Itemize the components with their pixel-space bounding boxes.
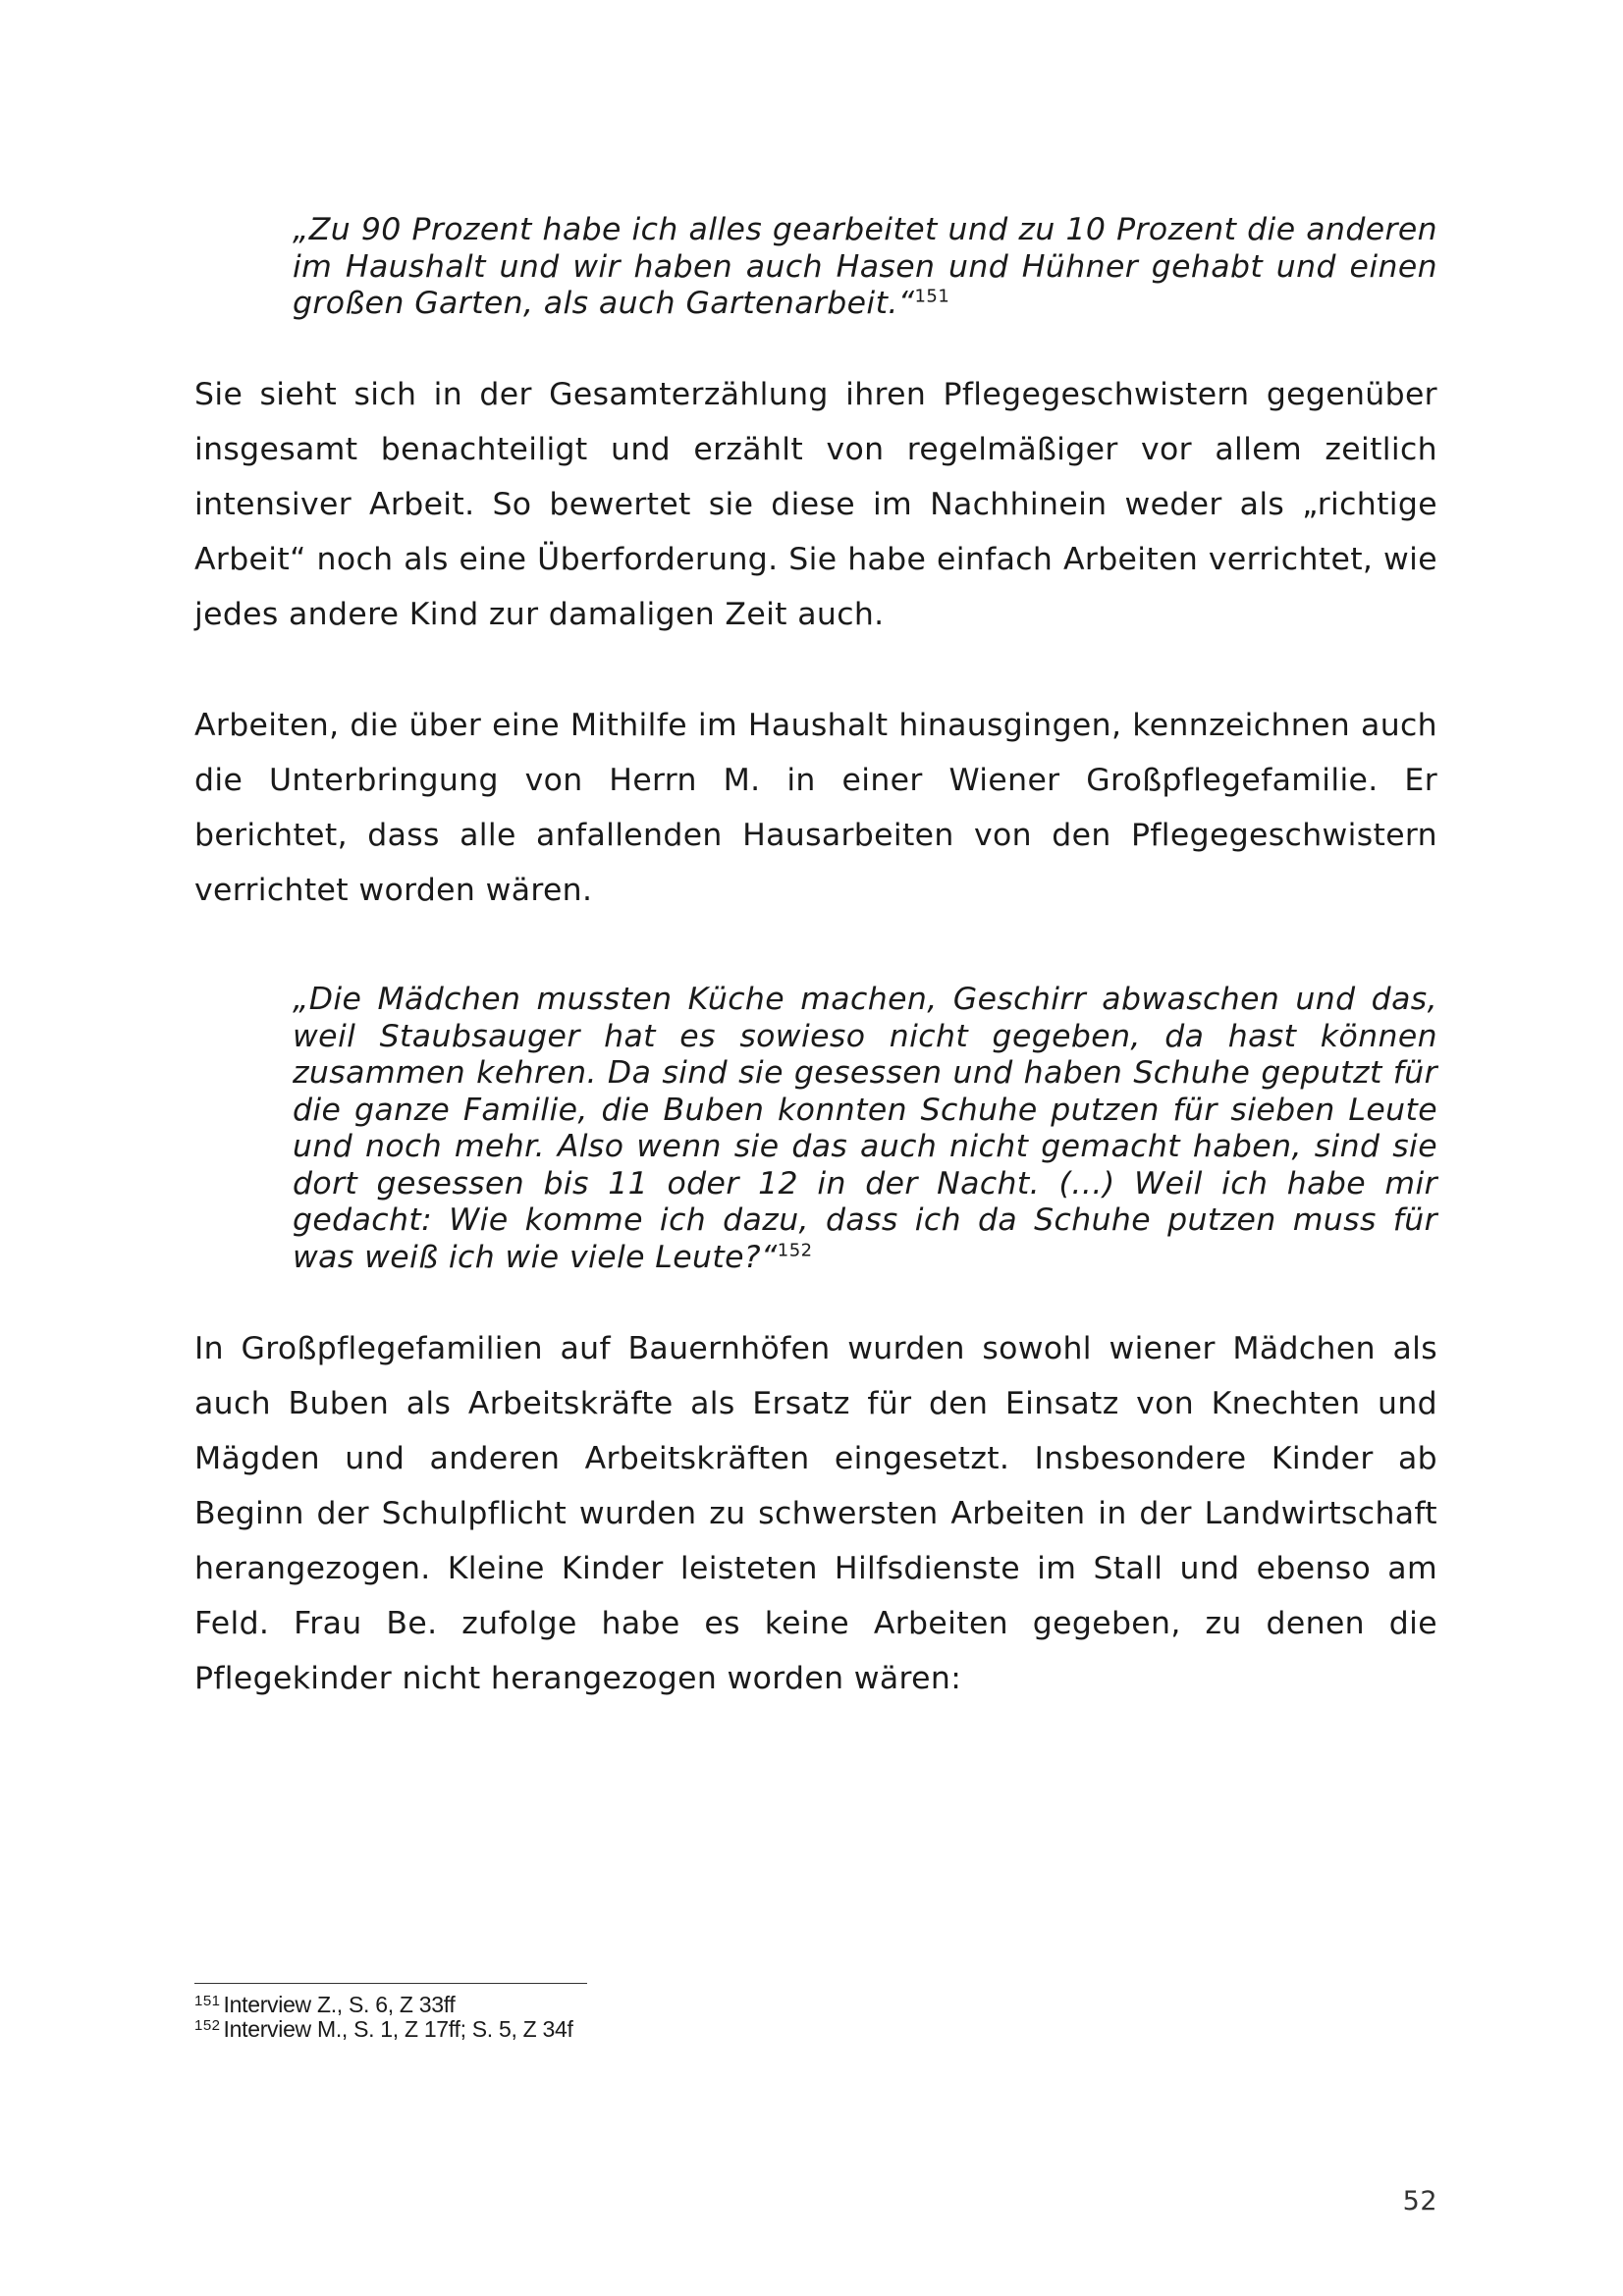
body-paragraph-1: Sie sieht sich in der Gesamterzählung ihren Pflegegeschwistern gegenüber insgesamt benachteiligt und erzählt von regelmäßiger vor allem zeitlich intensiver Arbeit. So bewertet sie diese im Nachhinein weder als „richtige Arbeit“ noch als eine Überforderung. Sie habe einfach Arbeiten verrichtet, wie jedes andere Kind zur damaligen Zeit auch. [194, 377, 1437, 632]
body-paragraph-2: Arbeiten, die über eine Mithilfe im Haushalt hinausgingen, kennzeichnen auch die Unterbringung von Herrn M. in einer Wiener Großpflegefamilie. Er berichtet, dass alle anfallenden Hausarbeiten von den Pflegegeschwistern verrichtet worden wären. [194, 708, 1437, 908]
footnote-reference-152[interactable]: 152 [777, 1240, 813, 1260]
footnote-152 [194, 2017, 980, 2042]
quote-text: „Die Mädchen mussten Küche machen, Geschirr abwaschen und das, weil Staubsauger hat es sowieso nicht gegeben, da hast können zusammen kehren. Da sind sie gesessen und haben Schuhe geputzt für die ganze Familie, die Buben konnten Schuhe putzen für sieben Leute und noch mehr. Also wenn sie das auch nicht gemacht haben, sind sie dort gesessen bis 11 oder 12 in der Nacht. (…) Weil ich habe mir gedacht: Wie komme ich dazu, dass ich da Schuhe putzen muss für was weiß ich wie viele Leute?“ [293, 982, 1437, 1275]
footnote-text: Interview Z., S. 6, Z 33ff [223, 1992, 456, 2017]
footnote-number: 151 [194, 1993, 221, 2009]
quote-text: „Zu 90 Prozent habe ich alles gearbeitet und zu 10 Prozent die anderen im Haushalt und wir haben auch Hasen und Hühner gehabt und einen großen Garten, als auch Gartenarbeit.“ [293, 212, 1437, 321]
page-number: 52 [1402, 2186, 1437, 2216]
footnotes [194, 1993, 980, 2042]
footnote-text: Interview M., S. 1, Z 17ff; S. 5, Z 34f [223, 2016, 573, 2042]
footnote-reference-151[interactable]: 151 [914, 286, 950, 307]
body-paragraph-3: In Großpflegefamilien auf Bauernhöfen wurden sowohl wiener Mädchen als auch Buben als Arbeitskräfte als Ersatz für den Einsatz von Knechten und Mägden und anderen Arbeitskräften eingesetzt. Insbesondere Kinder ab Beginn der Schulpflicht wurden zu schwersten Arbeiten in der Landwirtschaft herangezogen. Kleine Kinder leisteten Hilfsdienste im Stall und ebenso am Feld. Frau Be. zufolge habe es keine Arbeiten gegeben, zu denen die Pflegekinder nicht herangezogen worden wären: [194, 1331, 1437, 1696]
block-quote-interview-z [293, 212, 1437, 323]
footnote-separator [194, 1983, 587, 1984]
footnote-151 [194, 1993, 980, 2017]
footnote-number: 152 [194, 2017, 221, 2034]
block-quote-interview-m [293, 982, 1437, 1276]
